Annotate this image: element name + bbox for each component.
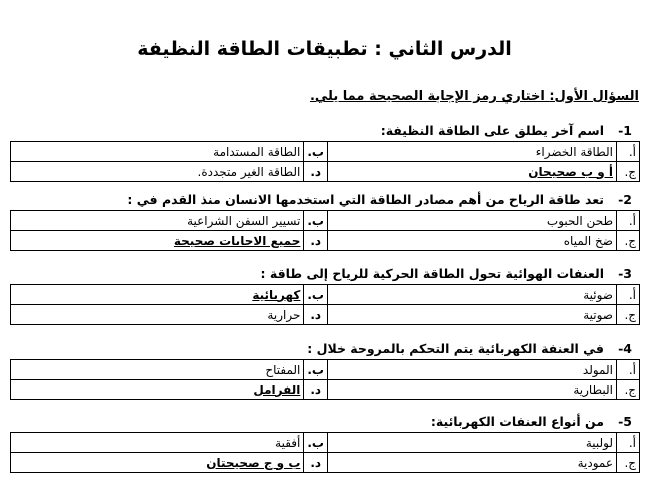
question-header	[10, 414, 640, 430]
option-b[interactable]: الطاقة المستدامة	[11, 142, 304, 162]
question-5	[10, 414, 640, 473]
option-letter: ب.	[304, 360, 328, 380]
question-header	[10, 192, 640, 208]
option-letter: ج.	[617, 380, 640, 400]
question-text: من أنواع العنفات الكهربائية:	[430, 414, 604, 429]
option-a[interactable]: طحن الحبوب	[328, 211, 617, 231]
option-letter: ب.	[304, 211, 328, 231]
options-row	[11, 305, 640, 325]
options-row	[11, 285, 640, 305]
options-row	[11, 231, 640, 251]
option-letter: د.	[304, 380, 328, 400]
option-a[interactable]: المولد	[328, 360, 617, 380]
option-letter: أ.	[617, 211, 640, 231]
option-a[interactable]: الطاقة الخضراء	[328, 142, 617, 162]
options-table	[10, 210, 640, 251]
question-header	[10, 266, 640, 282]
instruction-label: السؤال الأول:	[549, 89, 639, 104]
question-number: 3-	[618, 266, 632, 281]
options-table	[10, 141, 640, 182]
option-c[interactable]: عمودية	[328, 453, 617, 473]
instruction-line	[310, 89, 639, 104]
options-table	[10, 432, 640, 473]
option-a[interactable]: ضوئية	[328, 285, 617, 305]
question-number: 4-	[618, 341, 632, 356]
option-b-correct[interactable]: كهربائية	[11, 285, 304, 305]
option-letter: ج.	[617, 162, 640, 182]
option-c-correct[interactable]: أ و ب صحيحان	[328, 162, 617, 182]
options-row	[11, 211, 640, 231]
question-2	[10, 192, 640, 251]
option-letter: د.	[304, 305, 328, 325]
options-row	[11, 380, 640, 400]
question-text: تعد طاقة الرياح من أهم مصادر الطاقة التي استخدمها الانسان منذ القدم في :	[127, 192, 604, 207]
option-letter: ب.	[304, 433, 328, 453]
question-number: 2-	[618, 192, 632, 207]
option-d[interactable]: الطاقة الغير متجددة.	[11, 162, 304, 182]
option-c[interactable]: ضخ المياه	[328, 231, 617, 251]
option-b[interactable]: المفتاح	[11, 360, 304, 380]
option-letter: ج.	[617, 453, 640, 473]
question-header	[10, 123, 640, 139]
question-text: العنفات الهوائية تحول الطاقة الحركية للرياح إلى طاقة :	[260, 266, 604, 281]
option-letter: ج.	[617, 305, 640, 325]
page-title: الدرس الثاني : تطبيقات الطاقة النظيفة	[137, 38, 512, 60]
question-1	[10, 123, 640, 182]
option-letter: د.	[304, 231, 328, 251]
option-d-correct[interactable]: جميع الاجابات صحيحة	[11, 231, 304, 251]
option-d[interactable]: حرارية	[11, 305, 304, 325]
options-row	[11, 162, 640, 182]
option-a[interactable]: لولبية	[328, 433, 617, 453]
option-d-correct[interactable]: الفرامل	[11, 380, 304, 400]
instruction-text: اختاري رمز الإجابة الصحيحة مما يلي.	[309, 89, 550, 104]
question-4	[10, 341, 640, 400]
option-letter: أ.	[617, 360, 640, 380]
question-header	[10, 341, 640, 357]
options-row	[11, 453, 640, 473]
options-table	[10, 284, 640, 325]
option-letter: ب.	[304, 285, 328, 305]
option-c[interactable]: البطارية	[328, 380, 617, 400]
option-letter: أ.	[617, 285, 640, 305]
option-letter: أ.	[617, 433, 640, 453]
option-b[interactable]: أفقية	[11, 433, 304, 453]
option-letter: ب.	[304, 142, 328, 162]
question-number: 5-	[618, 414, 632, 429]
options-row	[11, 433, 640, 453]
option-letter: أ.	[617, 142, 640, 162]
option-b[interactable]: تسيير السفن الشراعية	[11, 211, 304, 231]
question-text: في العنفة الكهربائية يتم التحكم بالمروحة خلال :	[307, 341, 604, 356]
question-text: اسم آخر يطلق على الطاقة النظيفة:	[380, 123, 604, 138]
option-letter: د.	[304, 162, 328, 182]
options-row	[11, 360, 640, 380]
options-row	[11, 142, 640, 162]
option-d-correct[interactable]: ب و ج صحيحتان	[11, 453, 304, 473]
option-letter: د.	[304, 453, 328, 473]
question-number: 1-	[618, 123, 632, 138]
question-3	[10, 266, 640, 325]
option-c[interactable]: صوتية	[328, 305, 617, 325]
options-table	[10, 359, 640, 400]
option-letter: ج.	[617, 231, 640, 251]
